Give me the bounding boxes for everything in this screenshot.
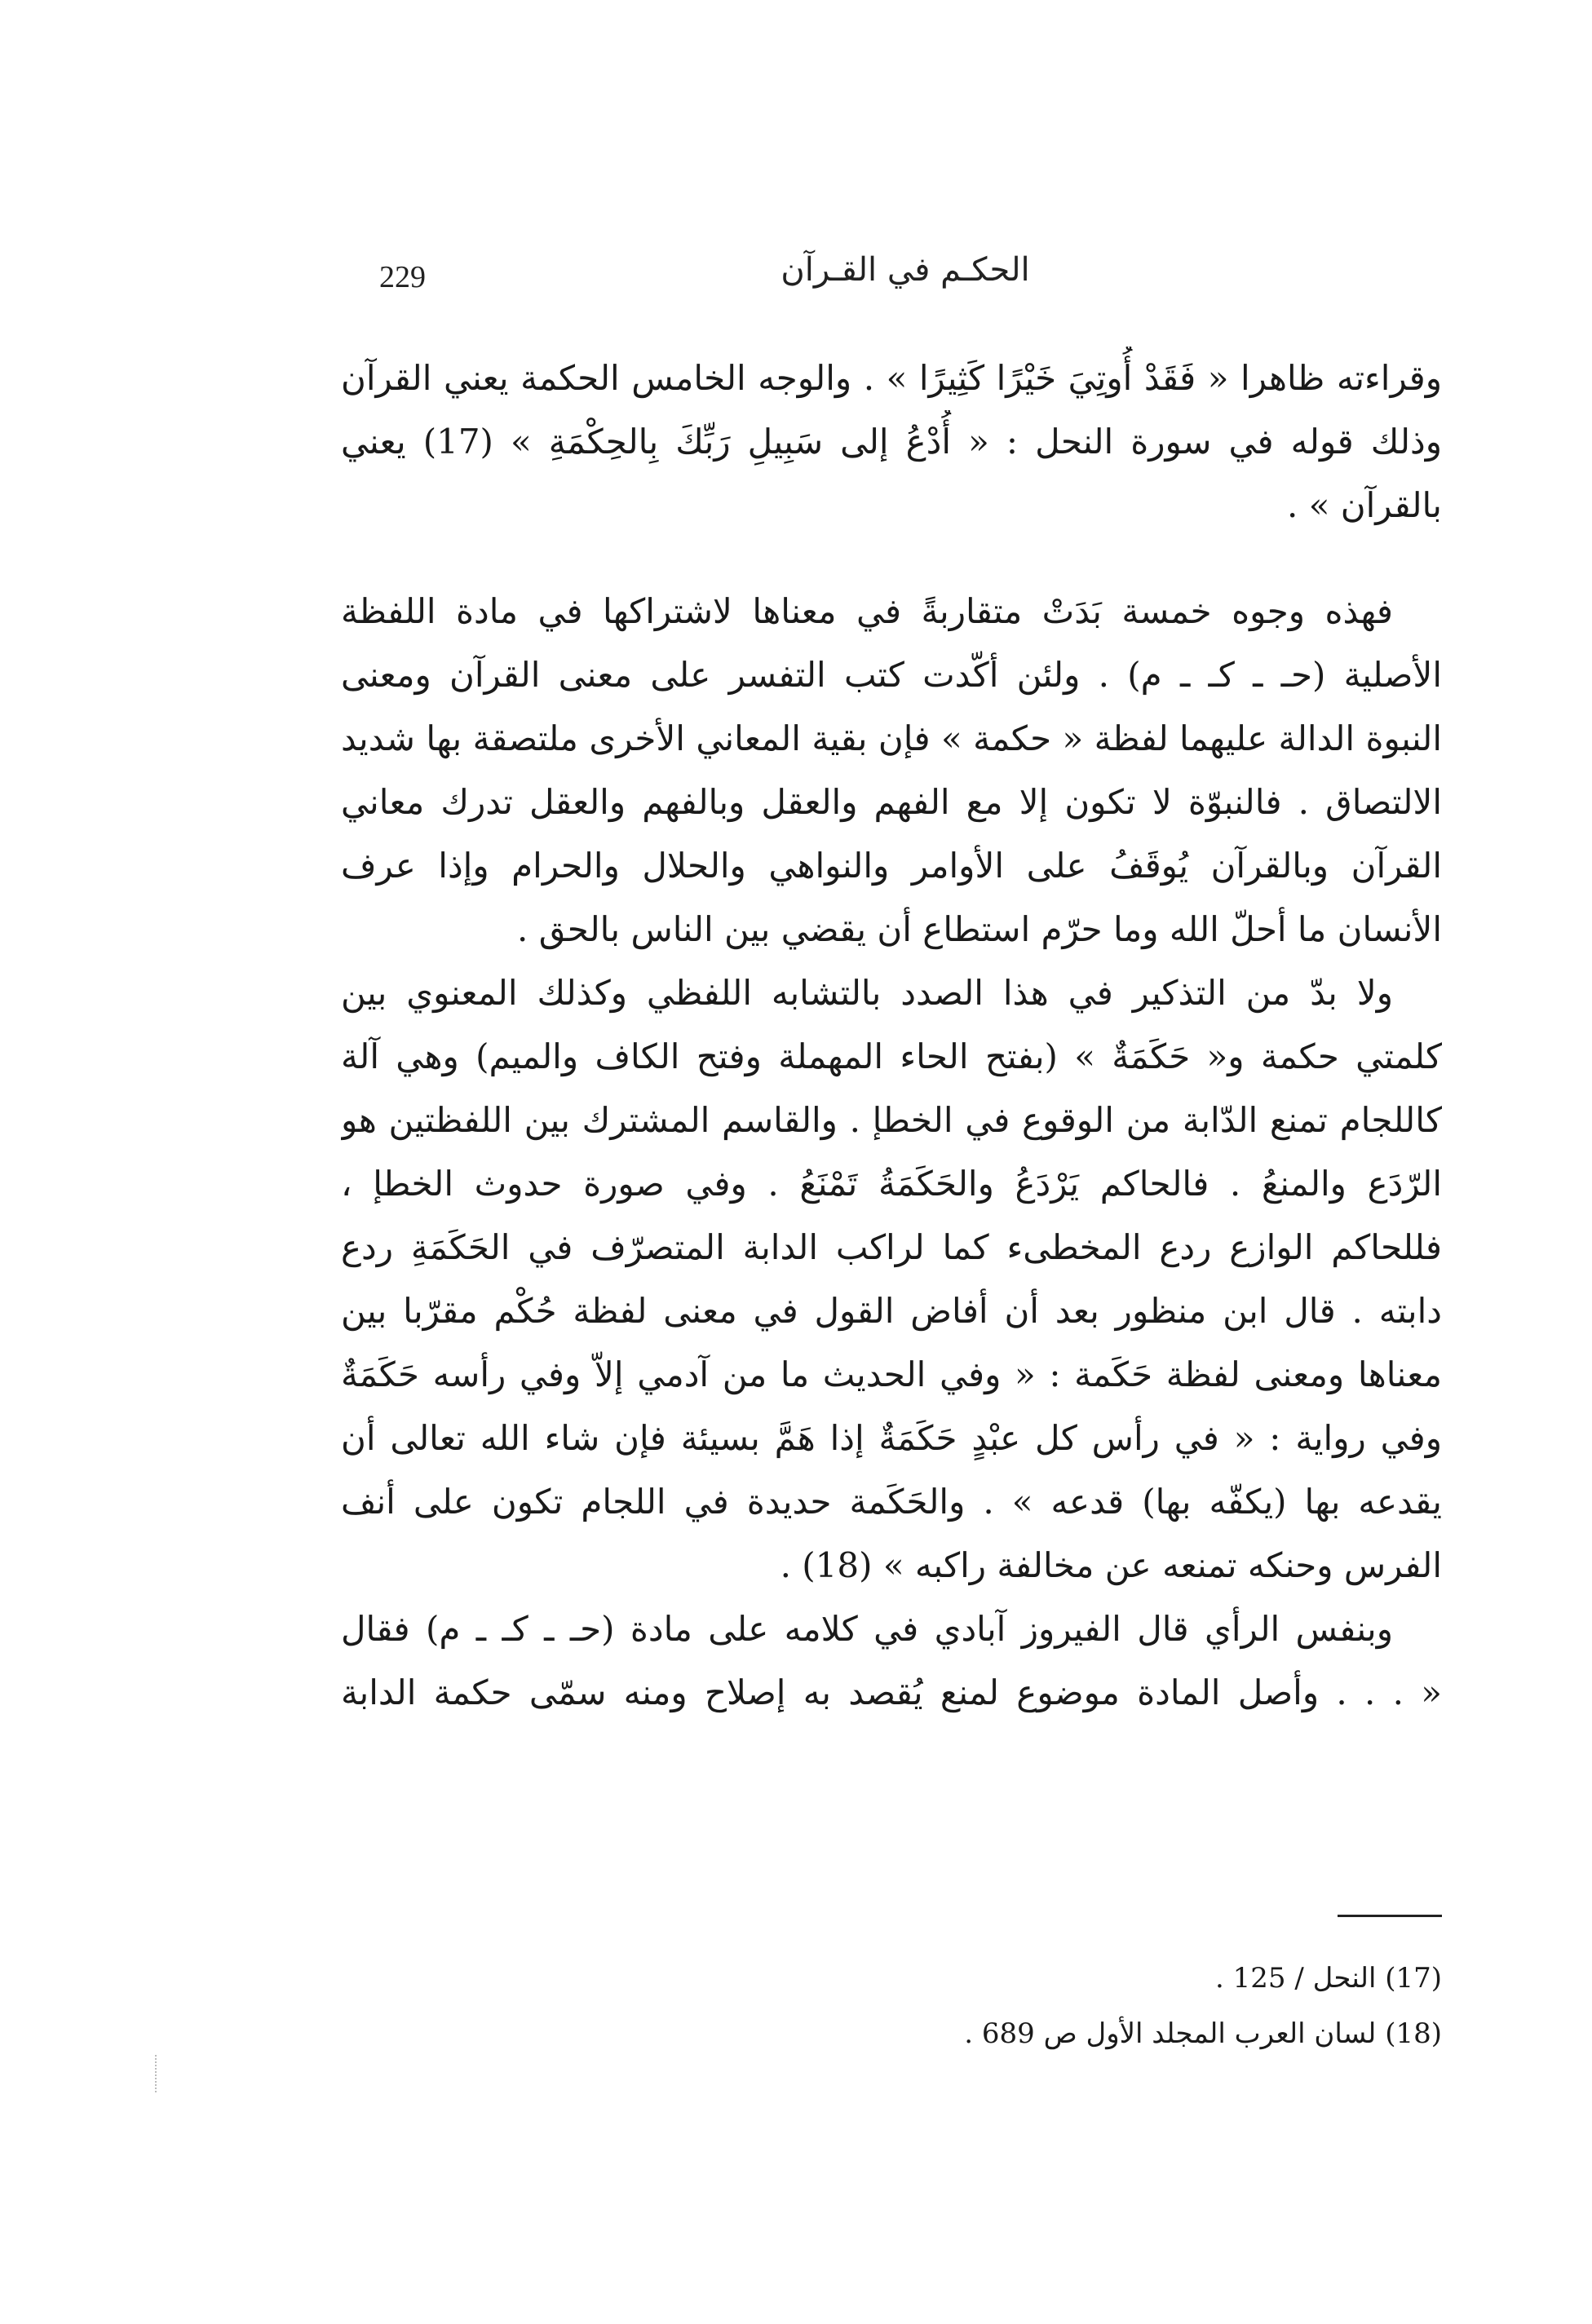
text-line: وفي رواية : « في رأس كل عبْدٍ حَكَمَةٌ إذا هَمَّ بسيئة فإن شاء الله تعالى أن <box>341 1418 1442 1458</box>
text-line: ولا بدّ من التذكير في هذا الصدد بالتشابه اللفظي وكذلك المعنوي بين <box>341 973 1393 1013</box>
text-line: فللحاكم الوازع ردع المخطىء كما لراكب الدابة المتصرّف في الحَكَمَةِ ردع <box>341 1227 1442 1267</box>
text-line: الالتصاق . فالنبوّة لا تكون إلا مع الفهم والعقل وبالفهم والعقل تدرك معاني <box>341 782 1442 822</box>
footnote-divider <box>1338 1915 1442 1917</box>
paragraph-3 <box>341 961 1442 1597</box>
text-line: معناها ومعنى لفظة حَكَمة : « وفي الحديث ما من آدمي إلاّ وفي رأسه حَكَمَةٌ <box>341 1354 1442 1394</box>
footnotes <box>341 1951 1442 2061</box>
text-line: بالقرآن » . <box>1287 485 1442 525</box>
paragraph-2 <box>341 580 1442 961</box>
text-line: الأصلية (حـ ـ كـ ـ م) . ولئن أكّدت كتب التفسر على معنى القرآن ومعنى <box>341 655 1442 695</box>
text-line: يقدعه بها (يكفّه بها) قدعه » . والحَكَمة حديدة في اللجام تكون على أنف <box>341 1482 1442 1522</box>
text-line: « . . . وأصل المادة موضوع لمنع يُقصد به إصلاح ومنه سمّى حكمة الدابة <box>341 1672 1442 1712</box>
body-text <box>341 347 1442 1725</box>
running-title: الحكـم في القـرآن <box>781 251 1030 289</box>
paragraph-1 <box>341 347 1442 537</box>
text-line: الرّدَع والمنعُ . فالحاكم يَرْدَعُ والحَكَمَةُ تَمْنَعُ . وفي صورة حدوث الخطإ ، <box>341 1164 1442 1204</box>
page-number: 229 <box>379 260 426 294</box>
scan-artifact <box>155 2055 158 2092</box>
text-line: وبنفس الرأي قال الفيروز آبادي في كلامه على مادة (حـ ـ كـ ـ م) فقال <box>341 1609 1393 1649</box>
text-line: وقراءته ظاهرا « فَقَدْ أُوتِيَ خَيْرًا كَثِيرًا » . والوجه الخامس الحكمة يعني القرآن <box>341 358 1442 398</box>
paragraph-4 <box>341 1597 1442 1725</box>
footnote-17: (17) النحل / 125 . <box>1215 1962 1442 1995</box>
text-line: النبوة الدالة عليهما لفظة « حكمة » فإن بقية المعاني الأخرى ملتصقة بها شديد <box>341 718 1442 758</box>
text-line: كلمتي حكمة و« حَكَمَةٌ » (بفتح الحاء المهملة وفتح الكاف والميم) وهي آلة <box>341 1036 1442 1076</box>
text-line: الفرس وحنكه تمنعه عن مخالفة راكبه » (18) . <box>780 1545 1442 1585</box>
text-line: القرآن وبالقرآن يُوقَفُ على الأوامر والنواهي والحلال والحرام وإذا عرف <box>341 846 1442 886</box>
text-line: دابته . قال ابن منظور بعد أن أفاض القول في معنى لفظة حُكْم مقرّبا بين <box>341 1291 1442 1331</box>
text-line: الأنسان ما أحلّ الله وما حرّم استطاع أن يقضي بين الناس بالحق . <box>517 909 1442 949</box>
footnote-18: (18) لسان العرب المجلد الأول ص 689 . <box>964 2017 1442 2050</box>
text-line: فهذه وجوه خمسة بَدَتْ متقاربةً في معناها لاشتراكها في مادة اللفظة <box>341 591 1393 631</box>
text-line: وذلك قوله في سورة النحل : « أُدْعُ إلى سَبِيلِ رَبِّكَ بِالحِكْمَةِ » (17) يعني <box>341 422 1442 462</box>
text-line: كاللجام تمنع الدّابة من الوقوع في الخطإ . والقاسم المشترك بين اللفظتين هو <box>341 1100 1442 1140</box>
